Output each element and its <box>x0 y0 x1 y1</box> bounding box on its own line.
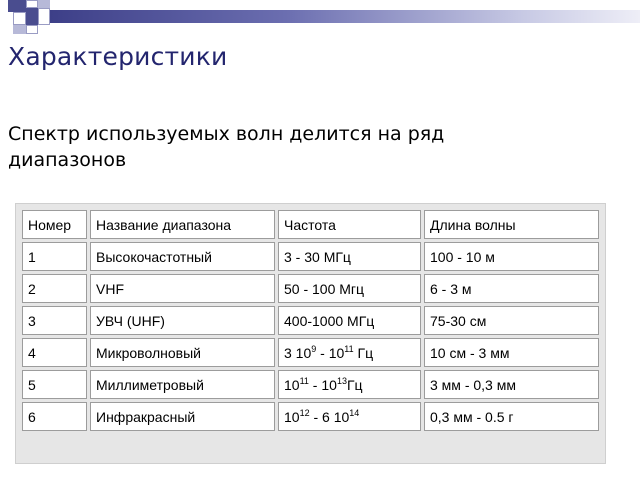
freq-text: - 10 <box>308 376 337 393</box>
cell-name: Высокочастотный <box>90 242 275 271</box>
decor-square <box>8 0 26 12</box>
slide-title: Характеристики <box>8 42 228 71</box>
freq-exponent: 13 <box>336 375 347 386</box>
table-row <box>22 274 599 303</box>
freq-text: 10 <box>284 408 300 425</box>
decor-square <box>26 0 38 8</box>
decor-square <box>26 8 38 25</box>
cell-number: 5 <box>22 370 87 399</box>
cell-number: 2 <box>22 274 87 303</box>
cell-name: УВЧ (UHF) <box>90 306 275 335</box>
freq-exponent: 14 <box>349 407 360 418</box>
header-cell-name: Название диапазона <box>90 210 275 239</box>
cell-frequency: 50 - 100 Мгц <box>278 274 421 303</box>
decor-square <box>26 25 38 34</box>
cell-number: 4 <box>22 338 87 367</box>
cell-name: Микроволновый <box>90 338 275 367</box>
cell-wavelength: 75-30 см <box>424 306 599 335</box>
freq-text: 3 10 <box>284 344 312 361</box>
decor-square <box>38 0 50 8</box>
freq-exponent: 12 <box>299 407 310 418</box>
header-decoration <box>0 0 640 36</box>
decor-square <box>13 25 26 34</box>
cell-number: 1 <box>22 242 87 271</box>
bands-table <box>19 207 602 434</box>
decor-square <box>38 8 50 25</box>
header-bar <box>50 10 640 23</box>
freq-exponent: 11 <box>344 343 354 354</box>
freq-text: 10 <box>284 376 300 393</box>
freq-text: Гц <box>353 344 374 361</box>
cell-name: Инфракрасный <box>90 402 275 431</box>
table-row <box>22 306 599 335</box>
header-cell-number: Номер <box>22 210 87 239</box>
table-header-row <box>22 210 599 239</box>
freq-exponent: 9 <box>311 343 317 354</box>
table-row <box>22 242 599 271</box>
cell-frequency <box>278 338 421 367</box>
cell-name: VHF <box>90 274 275 303</box>
cell-wavelength: 3 мм - 0,3 мм <box>424 370 599 399</box>
slide-subtitle: Спектр используемых волн делится на ряд диапазонов <box>8 123 445 171</box>
cell-number: 6 <box>22 402 87 431</box>
table-row <box>22 402 599 431</box>
cell-wavelength: 10 см - 3 мм <box>424 338 599 367</box>
table-row <box>22 370 599 399</box>
cell-wavelength: 6 - 3 м <box>424 274 599 303</box>
bands-table-frame <box>15 203 606 464</box>
header-cell-frequency: Частота <box>278 210 421 239</box>
table-row <box>22 338 599 367</box>
cell-number: 3 <box>22 306 87 335</box>
cell-wavelength: 100 - 10 м <box>424 242 599 271</box>
cell-frequency <box>278 402 421 431</box>
freq-text: - 10 <box>316 344 345 361</box>
cell-name: Миллиметровый <box>90 370 275 399</box>
freq-text: - 6 10 <box>309 408 350 425</box>
decor-square <box>13 12 26 25</box>
cell-frequency: 400-1000 МГц <box>278 306 421 335</box>
freq-text: Гц <box>346 376 363 393</box>
freq-exponent: 11 <box>299 375 309 386</box>
cell-frequency: 3 - 30 МГц <box>278 242 421 271</box>
header-cell-wavelength: Длина волны <box>424 210 599 239</box>
cell-frequency <box>278 370 421 399</box>
cell-wavelength: 0,3 мм - 0.5 г <box>424 402 599 431</box>
